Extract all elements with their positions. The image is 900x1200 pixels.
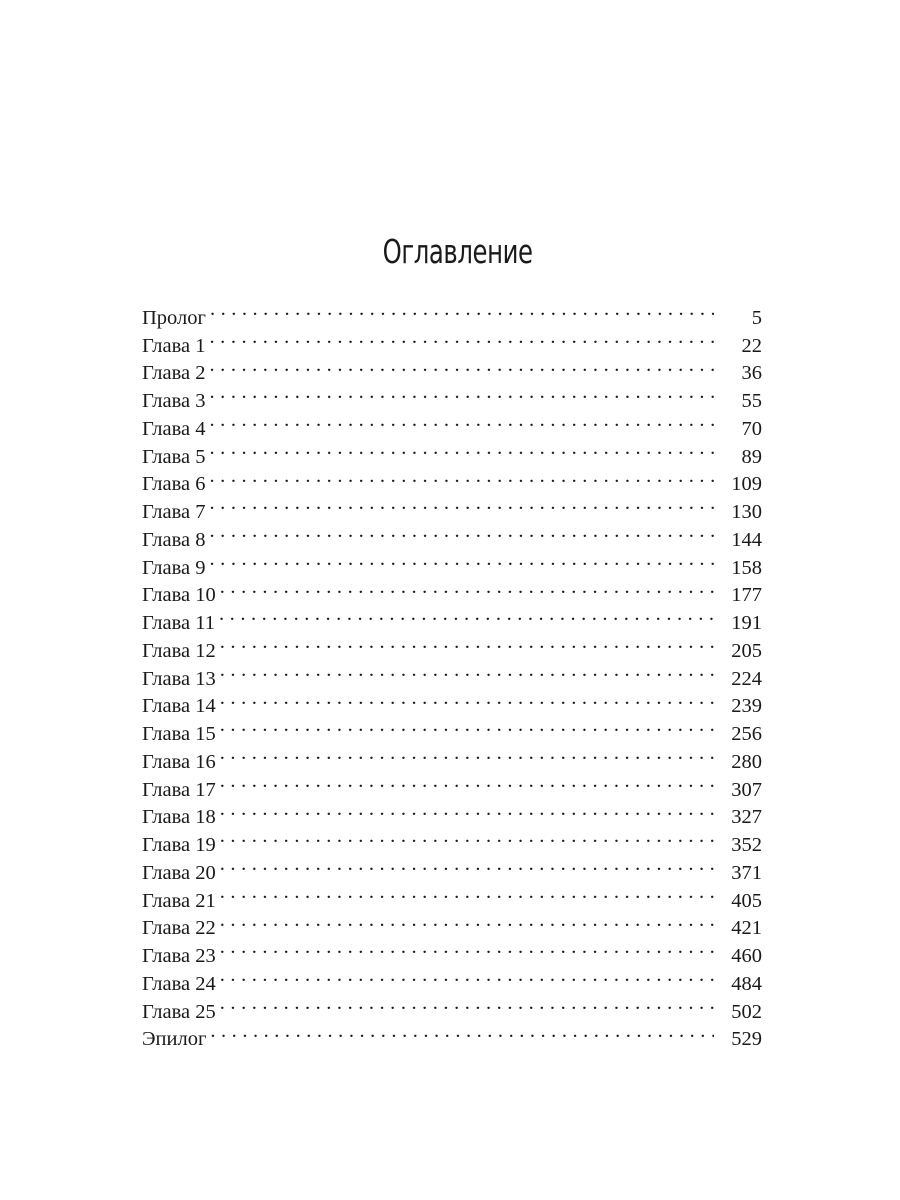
toc-title: Оглавление — [382, 232, 533, 271]
toc-entry-page-number: 70 — [741, 417, 762, 440]
toc-entry-page-number: 371 — [731, 861, 762, 884]
toc-entry-label: Глава 24 — [142, 972, 216, 995]
toc-entry-label: Глава 16 — [142, 750, 216, 773]
toc-entry-label: Пролог — [142, 306, 206, 329]
toc-entry[interactable] — [142, 851, 762, 884]
toc-entry-page-number: 22 — [741, 334, 762, 357]
toc-entry[interactable] — [142, 740, 762, 773]
toc-entry[interactable] — [142, 518, 762, 551]
toc-entry[interactable] — [142, 907, 762, 940]
toc-entry-label: Глава 20 — [142, 861, 216, 884]
toc-entry-label: Глава 12 — [142, 639, 216, 662]
dot-leader — [220, 879, 714, 907]
toc-entry[interactable] — [142, 796, 762, 829]
toc-entry[interactable] — [142, 962, 762, 995]
toc-entry[interactable] — [142, 407, 762, 440]
dot-leader — [210, 1018, 714, 1046]
dot-leader — [210, 518, 714, 546]
toc-list — [142, 296, 762, 1051]
dot-leader — [210, 463, 714, 491]
toc-entry-label: Глава 13 — [142, 667, 216, 690]
toc-entry-page-number: 158 — [731, 556, 762, 579]
dot-leader — [220, 657, 714, 685]
toc-entry-label: Глава 10 — [142, 584, 216, 607]
toc-entry-page-number: 55 — [741, 390, 762, 412]
toc-entry-page-number: 405 — [731, 889, 762, 912]
toc-entry-page-number: 529 — [731, 1028, 762, 1051]
dot-leader — [220, 851, 714, 879]
toc-entry-label: Глава 15 — [142, 723, 216, 745]
dot-leader — [210, 379, 714, 407]
toc-entry-page-number: 307 — [731, 778, 762, 801]
toc-entry-label: Глава 8 — [142, 528, 206, 551]
toc-entry[interactable] — [142, 657, 762, 690]
toc-entry-label: Глава 14 — [142, 695, 216, 718]
toc-entry[interactable] — [142, 879, 762, 912]
toc-entry-page-number: 36 — [741, 362, 762, 385]
dot-leader — [210, 407, 714, 435]
toc-entry-label: Глава 7 — [142, 501, 206, 523]
toc-entry-page-number: 144 — [731, 528, 762, 551]
toc-entry-page-number: 256 — [731, 723, 762, 745]
toc-entry-label: Глава 1 — [142, 334, 206, 357]
toc-entry[interactable] — [142, 685, 762, 718]
toc-entry[interactable] — [142, 296, 762, 329]
dot-leader — [220, 740, 714, 768]
dot-leader — [220, 574, 714, 602]
dot-leader — [210, 490, 714, 518]
toc-entry-page-number: 484 — [731, 972, 762, 995]
toc-entry-page-number: 421 — [731, 917, 762, 940]
dot-leader — [220, 823, 714, 851]
toc-entry[interactable] — [142, 379, 762, 412]
dot-leader — [220, 962, 714, 990]
toc-entry[interactable] — [142, 490, 762, 523]
toc-entry-label: Глава 3 — [142, 390, 206, 412]
toc-entry-page-number: 205 — [731, 639, 762, 662]
toc-entry[interactable] — [142, 712, 762, 745]
toc-entry-page-number: 224 — [731, 667, 762, 690]
toc-entry-label: Глава 21 — [142, 889, 216, 912]
toc-entry[interactable] — [142, 990, 762, 1023]
dot-leader — [210, 296, 714, 324]
toc-entry[interactable] — [142, 324, 762, 357]
dot-leader — [220, 629, 714, 657]
toc-entry[interactable] — [142, 601, 762, 634]
toc-entry-page-number: 352 — [731, 834, 762, 856]
toc-entry-label: Глава 23 — [142, 945, 216, 967]
toc-entry-label: Глава 18 — [142, 806, 216, 829]
toc-entry-page-number: 280 — [731, 750, 762, 773]
toc-entry[interactable] — [142, 823, 762, 856]
toc-entry[interactable] — [142, 435, 762, 468]
toc-entry-label: Глава 25 — [142, 1000, 216, 1023]
toc-entry-page-number: 327 — [731, 806, 762, 829]
toc-entry-page-number: 109 — [731, 473, 762, 496]
toc-entry[interactable] — [142, 574, 762, 607]
toc-entry[interactable] — [142, 1018, 762, 1051]
toc-entry-label: Глава 5 — [142, 445, 206, 468]
toc-entry-page-number: 89 — [741, 445, 762, 468]
dot-leader — [220, 796, 714, 824]
toc-entry[interactable] — [142, 546, 762, 579]
toc-entry-page-number: 177 — [731, 584, 762, 607]
toc-entry-page-number: 460 — [731, 945, 762, 967]
dot-leader — [210, 352, 714, 380]
toc-entry-label: Глава 2 — [142, 362, 206, 385]
dot-leader — [219, 601, 714, 629]
dot-leader — [220, 712, 714, 740]
toc-entry-page-number: 130 — [731, 501, 762, 523]
toc-entry-page-number: 5 — [751, 306, 762, 329]
toc-entry[interactable] — [142, 352, 762, 385]
toc-entry[interactable] — [142, 463, 762, 496]
dot-leader — [210, 435, 714, 463]
toc-entry-label: Глава 22 — [142, 917, 216, 940]
toc-entry-label: Глава 19 — [142, 834, 216, 856]
dot-leader — [210, 546, 714, 574]
dot-leader — [210, 324, 714, 352]
toc-entry[interactable] — [142, 934, 762, 967]
toc-entry-label: Эпилог — [142, 1028, 207, 1051]
dot-leader — [220, 768, 714, 796]
dot-leader — [220, 934, 714, 962]
dot-leader — [220, 990, 714, 1018]
toc-entry-page-number: 191 — [731, 612, 762, 634]
dot-leader — [220, 685, 714, 713]
toc-entry-label: Глава 6 — [142, 473, 206, 496]
toc-entry-label: Глава 4 — [142, 417, 206, 440]
dot-leader — [220, 907, 714, 935]
toc-entry-label: Глава 17 — [142, 778, 216, 801]
toc-entry-page-number: 239 — [731, 695, 762, 718]
toc-entry-label: Глава 9 — [142, 556, 206, 579]
toc-entry[interactable] — [142, 629, 762, 662]
toc-entry-label: Глава 11 — [142, 612, 216, 634]
toc-entry[interactable] — [142, 768, 762, 801]
toc-entry-page-number: 502 — [731, 1000, 762, 1023]
